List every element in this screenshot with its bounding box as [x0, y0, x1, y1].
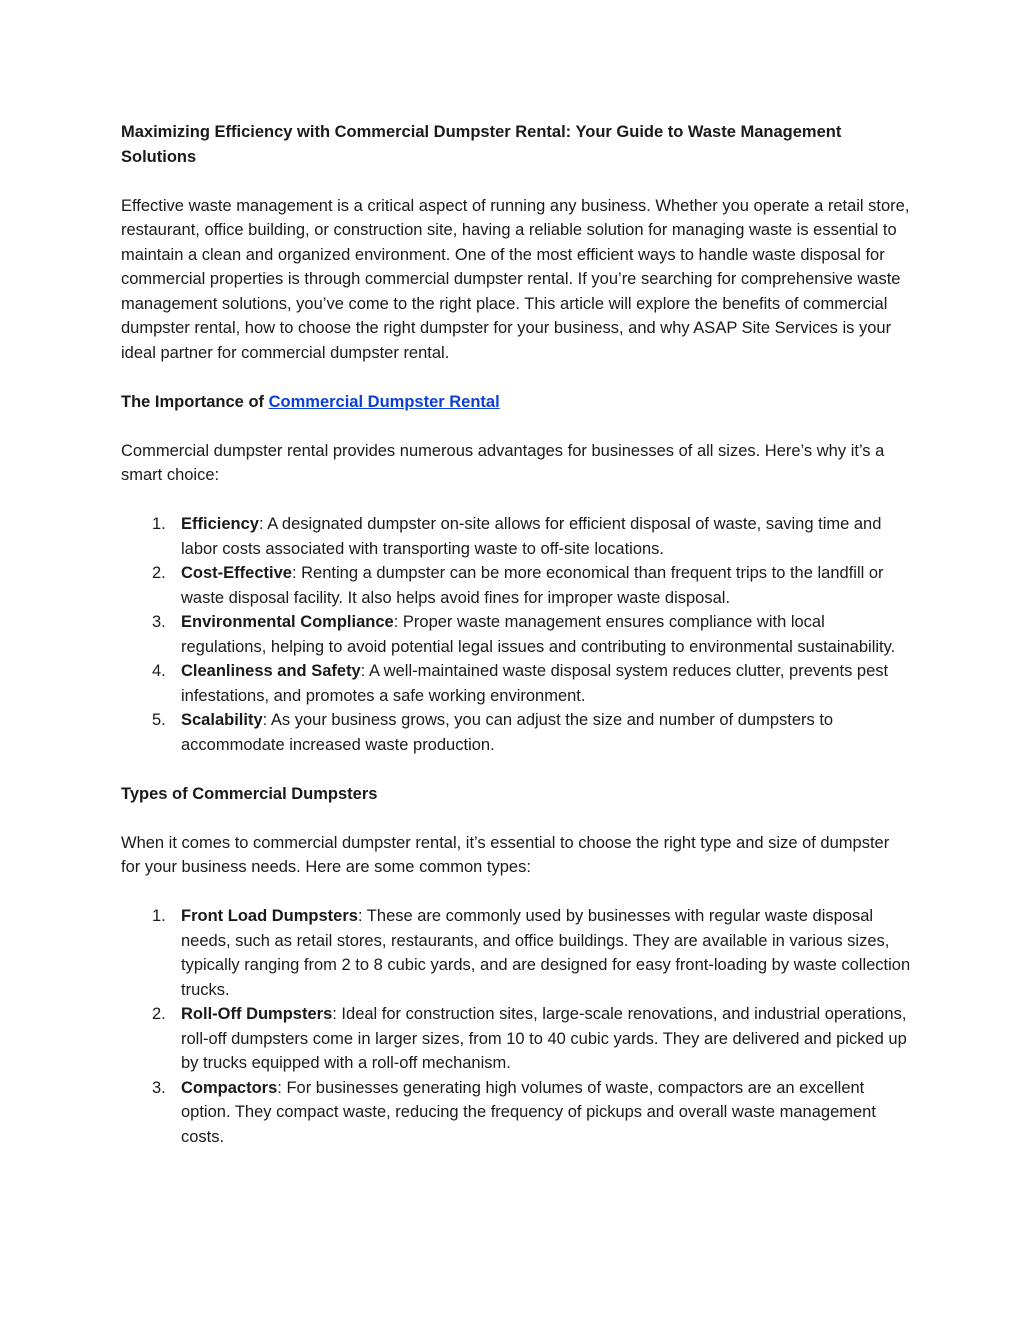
- list-item: [121, 610, 911, 659]
- list-number: 1.: [152, 515, 166, 533]
- list-item: [121, 659, 911, 708]
- list-text: : Proper waste management ensures compliance with local regulations, helping to avoid potential legal issues and contributing to environmental sustainability.: [181, 613, 896, 656]
- list-text: : Renting a dumpster can be more economical than frequent trips to the landfill or waste disposal facility. It also helps avoid fines for improper waste disposal.: [181, 564, 884, 607]
- list-number: 2.: [152, 564, 166, 582]
- benefits-list: [121, 512, 911, 757]
- list-number: 1.: [152, 907, 166, 925]
- list-text: : As your business grows, you can adjust the size and number of dumpsters to accommodate increased waste production.: [181, 711, 834, 754]
- intro-paragraph: Effective waste management is a critical aspect of running any business. Whether you operate a retail store, restaurant, office building, or construction site, having a reliable solution for managing waste is essential to maintain a clean and organized environment. One of the most efficient ways to handle waste disposal for commercial properties is through commercial dumpster rental. If you’re searching for comprehensive waste management solutions, you’ve come to the right place. This article will explore the benefits of commercial dumpster rental, how to choose the right dumpster for your business, and why ASAP Site Services is your ideal partner for commercial dumpster rental.: [121, 196, 910, 362]
- types-list: [121, 904, 911, 1149]
- list-term: Cleanliness and Safety: [181, 662, 361, 680]
- list-term: Roll-Off Dumpsters: [181, 1005, 333, 1023]
- list-term: Cost-Effective: [181, 564, 292, 582]
- list-number: 2.: [152, 1005, 166, 1023]
- commercial-dumpster-rental-link[interactable]: Commercial Dumpster Rental: [268, 392, 500, 411]
- list-number: 3.: [152, 613, 166, 631]
- list-text: : A designated dumpster on-site allows for efficient disposal of waste, saving time and labor costs associated with transporting waste to off-site locations.: [181, 515, 882, 558]
- list-term: Compactors: [181, 1078, 278, 1097]
- list-text: : These are commonly used by businesses with regular waste disposal needs, such as retail stores, restaurants, and office buildings. They are available in various sizes, typically ranging from 2 to 8 cubic yards, and are designed for easy front-loading by waste collection trucks.: [181, 907, 911, 999]
- list-item: [121, 708, 911, 757]
- list-number: 3.: [152, 1078, 166, 1097]
- list-term: Environmental Compliance: [181, 613, 394, 631]
- list-item: [121, 561, 911, 610]
- list-item: [121, 512, 911, 561]
- list-item: [121, 1076, 911, 1150]
- section-heading-types: Types of Commercial Dumpsters: [121, 784, 378, 803]
- importance-intro-paragraph: Commercial dumpster rental provides numerous advantages for businesses of all sizes. Here’s why it’s a smart choice:: [121, 441, 885, 484]
- list-term: Scalability: [181, 711, 263, 729]
- list-number: 5.: [152, 711, 166, 729]
- document-title: Maximizing Efficiency with Commercial Dumpster Rental: Your Guide to Waste Management Solutions: [121, 123, 842, 166]
- list-item: [121, 1002, 911, 1076]
- list-text: : A well-maintained waste disposal system reduces clutter, prevents pest infestations, and promotes a safe working environment.: [181, 662, 889, 705]
- section-heading-importance: [121, 390, 911, 415]
- list-number: 4.: [152, 662, 166, 680]
- document-page: [121, 120, 911, 1174]
- types-intro-paragraph: When it comes to commercial dumpster rental, it’s essential to choose the right type and size of dumpster for your business needs. Here are some common types:: [121, 833, 890, 876]
- heading-prefix: The Importance of: [121, 392, 269, 411]
- list-item: [121, 904, 911, 1002]
- list-text: : Ideal for construction sites, large-scale renovations, and industrial operations, roll-off dumpsters come in larger sizes, from 10 to 40 cubic yards. They are delivered and picked up by trucks equipped with a roll-off mechanism.: [181, 1005, 907, 1072]
- list-term: Front Load Dumpsters: [181, 907, 358, 925]
- list-term: Efficiency: [181, 515, 259, 533]
- list-text: : For businesses generating high volumes of waste, compactors are an excellent option. They compact waste, reducing the frequency of pickups and overall waste management costs.: [181, 1078, 876, 1146]
